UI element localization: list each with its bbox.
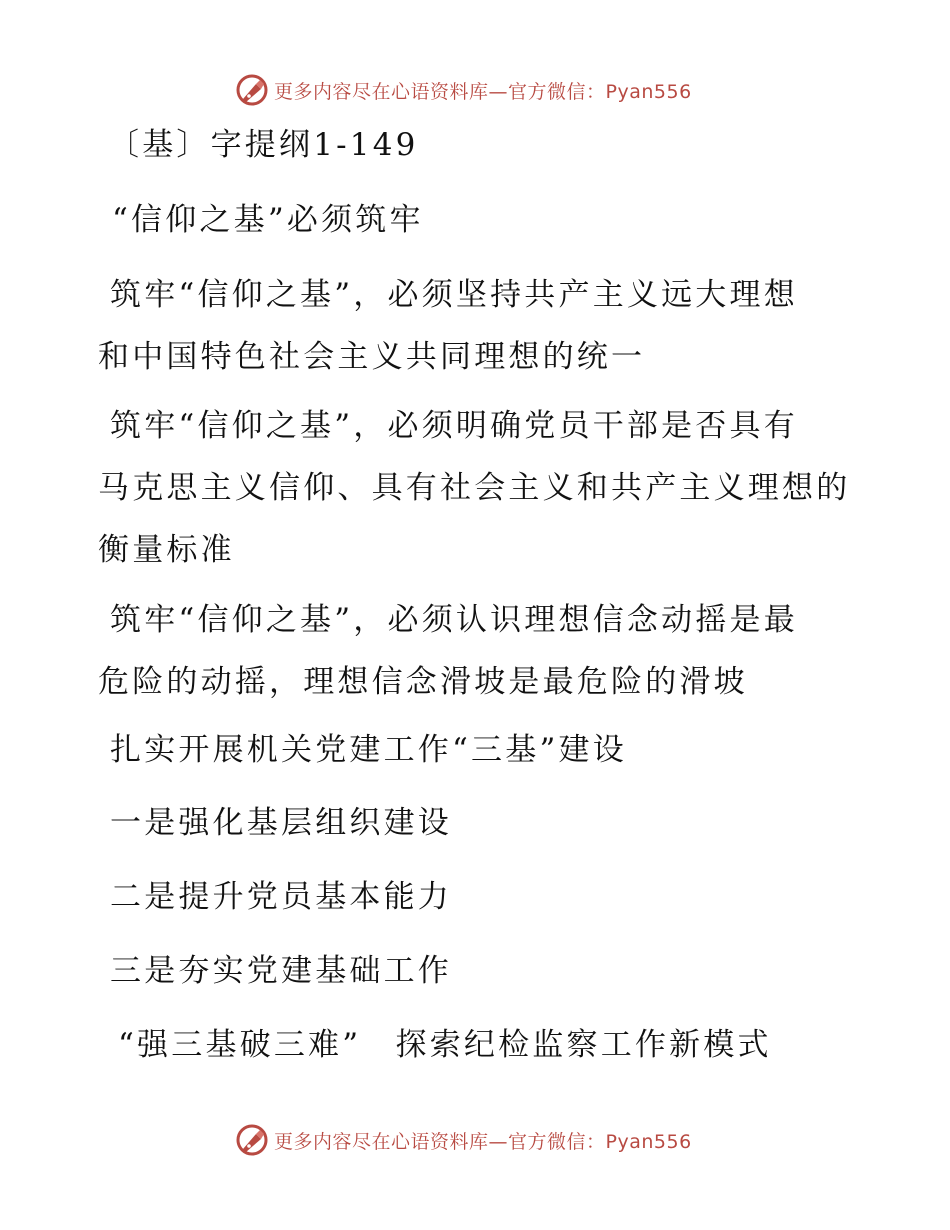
paragraph: 扎实开展机关党建工作“三基”建设 bbox=[110, 732, 627, 768]
document-title: 〔基〕字提纲1-149 bbox=[108, 127, 419, 163]
watermark-footer bbox=[234, 1122, 692, 1158]
paragraph: 筑牢“信仰之基”，必须认识理想信念动摇是最 危险的动摇，理想信念滑坡是最危险的滑坡 bbox=[98, 602, 798, 700]
paragraph: “强三基破三难” 探索纪检监察工作新模式 bbox=[118, 1027, 772, 1063]
pen-nib-logo-icon bbox=[234, 72, 270, 108]
watermark-header bbox=[234, 72, 692, 108]
paragraph: 筑牢“信仰之基”，必须坚持共产主义远大理想 和中国特色社会主义共同理想的统一 bbox=[98, 277, 798, 375]
paragraph: “信仰之基”必须筑牢 bbox=[112, 202, 424, 238]
watermark-text: 更多内容尽在心语资料库—官方微信：Pyan556 bbox=[274, 1130, 692, 1153]
paragraph: 筑牢“信仰之基”，必须明确党员干部是否具有 马克思主义信仰、具有社会主义和共产主义理想的 衡量标准 bbox=[98, 408, 851, 568]
paragraph: 一是强化基层组织建设 bbox=[110, 805, 452, 841]
watermark-text: 更多内容尽在心语资料库—官方微信：Pyan556 bbox=[274, 80, 692, 103]
paragraph: 三是夯实党建基础工作 bbox=[110, 953, 452, 989]
paragraph: 二是提升党员基本能力 bbox=[110, 879, 452, 915]
pen-nib-logo-icon bbox=[234, 1122, 270, 1158]
